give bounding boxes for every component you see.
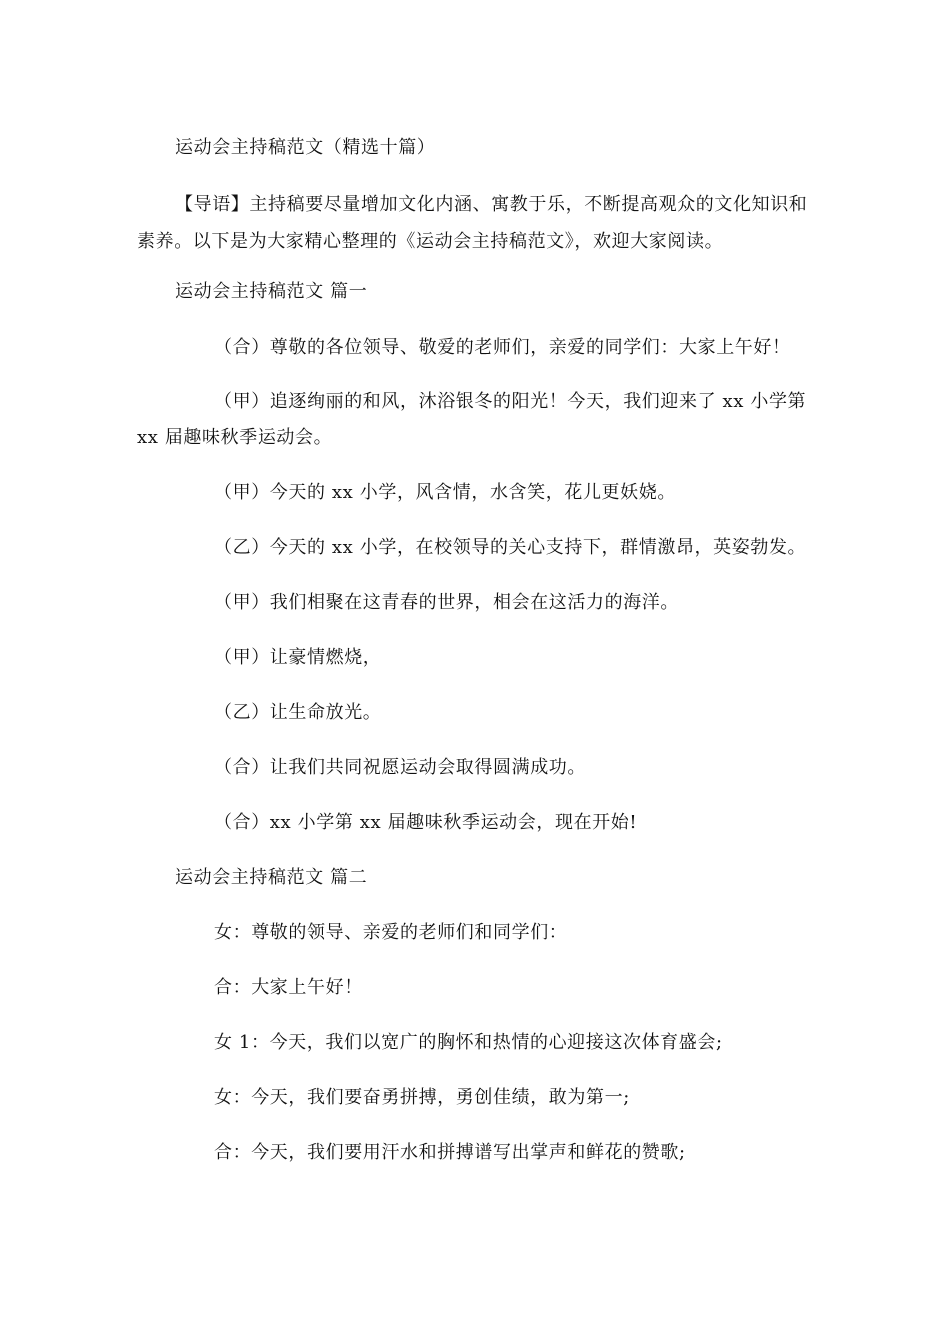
script-line-continuation: xx 届趣味秋季运动会。	[137, 427, 333, 448]
script-line: 合：大家上午好！	[214, 977, 363, 998]
script-line: 女：尊敬的领导、亲爱的老师们和同学们：	[214, 922, 568, 943]
script-line: （乙）让生命放光。	[214, 702, 382, 723]
section-heading-one: 运动会主持稿范文 篇一	[175, 281, 368, 302]
script-line: （乙）今天的 xx 小学，在校领导的关心支持下，群情激昂，英姿勃发。	[214, 537, 807, 558]
intro-paragraph: 【导语】主持稿要尽量增加文化内涵、寓教于乐，不断提高观众的文化知识和素养。以下是为大家精心整理的《运动会主持稿范文》，欢迎大家阅读。	[137, 194, 808, 252]
script-line: （甲）让豪情燃烧，	[214, 647, 382, 668]
script-line: （甲）今天的 xx 小学，风含情，水含笑，花儿更妖娆。	[214, 482, 676, 503]
document-title: 运动会主持稿范文（精选十篇）	[175, 137, 436, 158]
script-line: （合）xx 小学第 xx 届趣味秋季运动会，现在开始!	[214, 812, 638, 833]
script-line: 女：今天，我们要奋勇拼搏，勇创佳绩，敢为第一;	[214, 1087, 630, 1108]
script-line: （合）尊敬的各位领导、敬爱的老师们，亲爱的同学们：大家上午好！	[214, 337, 791, 358]
script-line: （合）让我们共同祝愿运动会取得圆满成功。	[214, 757, 586, 778]
script-line: 合：今天，我们要用汗水和拼搏谱写出掌声和鲜花的赞歌;	[214, 1142, 686, 1163]
script-line: 女 1：今天，我们以宽广的胸怀和热情的心迎接这次体育盛会;	[214, 1032, 723, 1053]
script-line: （甲）我们相聚在这青春的世界，相会在这活力的海洋。	[214, 592, 679, 613]
script-line: （甲）追逐绚丽的和风，沐浴银冬的阳光！今天，我们迎来了 xx 小学第	[214, 391, 807, 412]
section-heading-two: 运动会主持稿范文 篇二	[175, 867, 368, 888]
